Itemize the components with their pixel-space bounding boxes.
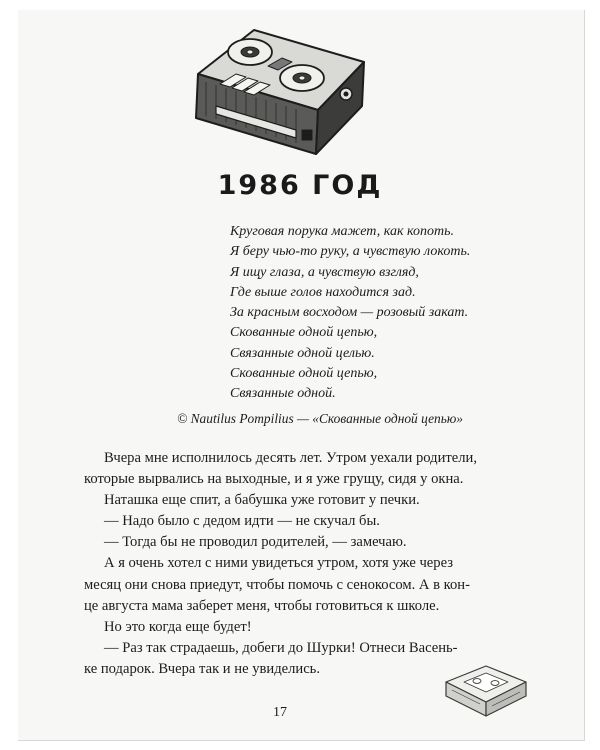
- paragraph-line: ке подарок. Вчера так и не увиделись.: [84, 660, 320, 677]
- paragraph-line: месяц они снова приедут, чтобы помочь с сенокосом. А в кон-: [84, 576, 470, 593]
- page-number: 17: [273, 705, 287, 720]
- body-text: [84, 448, 476, 680]
- paragraph-line: це августа мама заберет меня, чтобы готовиться к школе.: [84, 597, 440, 614]
- tape-recorder-illustration: [176, 22, 376, 162]
- paragraph-line: — Раз так страдаешь, добеги до Шурки! Отнеси Васень-: [104, 639, 458, 656]
- poem-line: Скованные одной цепью,: [230, 325, 378, 341]
- paragraph-line: Наташка еще спит, а бабушка уже готовит у печки.: [104, 492, 420, 509]
- poem-line: За красным восходом — розовый закат.: [230, 305, 469, 321]
- paragraph-line: Вчера мне исполнилось десять лет. Утром уехали родители,: [104, 450, 478, 466]
- paragraph-line: которые вырвались на выходные, и я уже грущу, сидя у окна.: [84, 471, 464, 488]
- poem-line: Связанные одной.: [230, 386, 336, 402]
- poem-line: Скованные одной цепью,: [230, 366, 378, 382]
- epigraph-attribution: © Nautilus Pompilius — «Скованные одной цепью»: [177, 411, 463, 426]
- poem-line: Где выше голов находится зад.: [230, 284, 416, 300]
- paragraph-line: — Надо было с дедом идти — не скучал бы.: [104, 513, 380, 530]
- paragraph-line: А я очень хотел с ними увидеться утром, хотя уже через: [104, 555, 453, 572]
- poem-line: Связанные одной целью.: [230, 345, 375, 361]
- poem-line: Круговая порука мажет, как копоть.: [230, 224, 455, 239]
- chapter-title: 1986 ГОД: [217, 170, 383, 201]
- paragraph-line: — Тогда бы не проводил родителей, — замечаю.: [104, 534, 407, 551]
- poem-line: Я беру чью-то руку, а чувствую локоть.: [230, 244, 471, 260]
- epigraph-poem: [230, 222, 470, 405]
- poem-line: Я ищу глаза, а чувствую взгляд,: [230, 264, 419, 280]
- paragraph-line: Но это когда еще будет!: [104, 618, 252, 635]
